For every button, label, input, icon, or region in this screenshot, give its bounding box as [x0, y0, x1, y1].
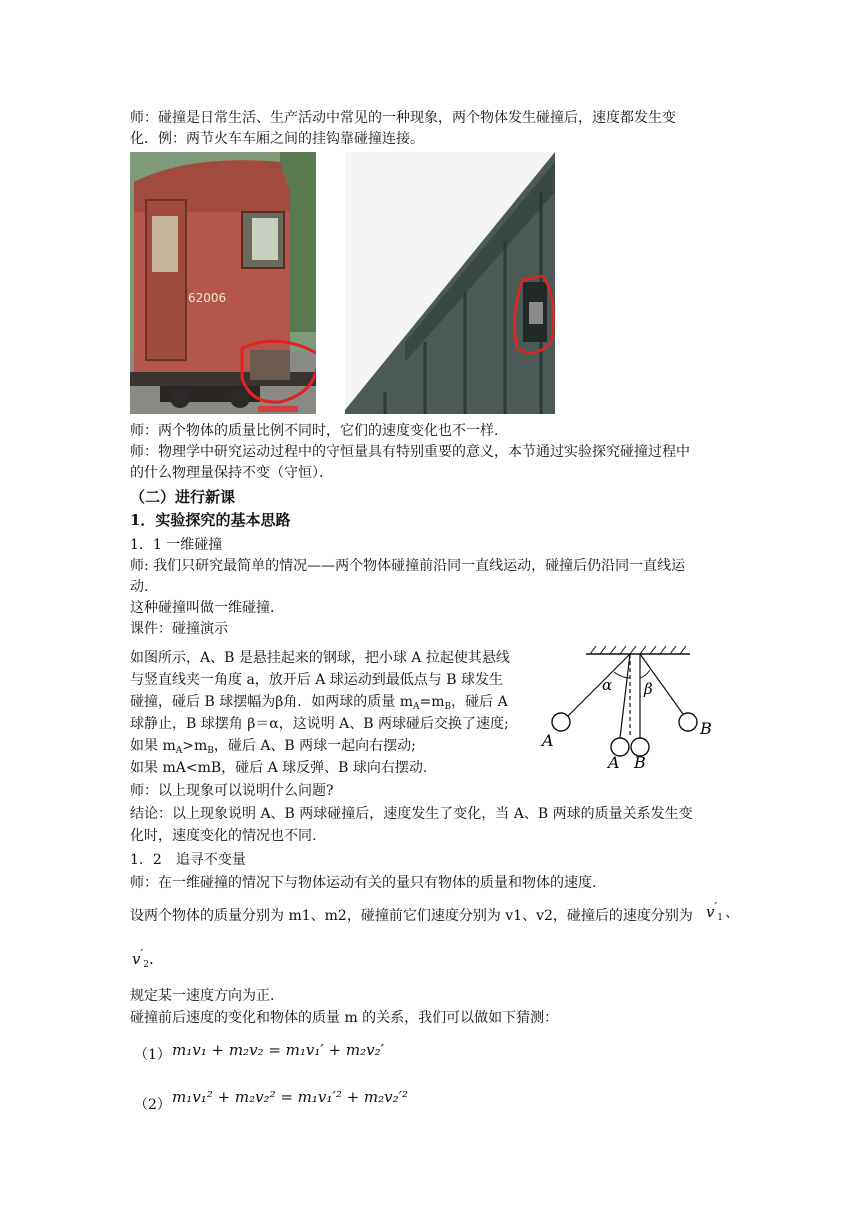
svg-text:β: β	[644, 680, 653, 698]
equation-1: m₁v₁ + m₂v₂ = m₁v₁′ + m₂v₂′	[172, 1041, 385, 1059]
ball-a-bottom-label	[606, 753, 620, 770]
equation-1-number: （1）	[134, 1047, 171, 1063]
one-dim-line-1: 师: 我们只研究最简单的情况——两个物体碰撞前沿同一直线运动，碰撞后仍沿同一直线运	[130, 558, 686, 574]
ball-a-left-label	[540, 731, 554, 750]
ball-b-bottom-label	[633, 753, 646, 770]
alpha-angle-label	[602, 676, 612, 694]
photo-freight-car-coupling	[345, 152, 555, 414]
invariant-line-4: 碰撞前后速度的变化和物体的质量 m 的关系，我们可以做如下猜测：	[130, 1010, 559, 1026]
v2-prime-symbol: $v'_2$.	[132, 947, 154, 970]
section-heading-basic-idea: 1．实验探究的基本思路	[130, 511, 291, 529]
courseware-line: 课件：碰撞演示	[130, 621, 228, 637]
invariant-line-2: 设两个物体的质量分别为 m1、m2，碰撞前它们速度分别为 v1、v2，碰撞后的速度分别为	[130, 908, 693, 924]
after-photo-line-3: 的什么物理量保持不变（守恒）．	[130, 465, 333, 481]
ball-b-right-label	[699, 719, 712, 738]
intro-line-2: 化．例：两节火车车厢之间的挂钩靠碰撞连接。	[130, 131, 424, 147]
question-line-1: 师：以上现象可以说明什么问题?	[130, 783, 334, 799]
pendulum-collision-diagram	[540, 642, 730, 770]
svg-text:B: B	[700, 719, 712, 738]
subsection-1-2-title: 1．2 追寻不变量	[130, 852, 246, 868]
one-dim-line-2: 动.	[130, 579, 149, 595]
section-heading-new-lesson: （二）进行新课	[130, 488, 236, 506]
demo-line-6: 如果 mA<mB，碰后 A 球反弹、B 球向右摆动.	[130, 760, 428, 776]
equation-2: m₁v₁² + m₂v₂² = m₁v₁′² + m₂v₂′²	[172, 1088, 409, 1106]
after-photo-line-2: 师：物理学中研究运动过程中的守恒量具有特别重要的意义，本节通过实验探究碰撞过程中	[130, 444, 690, 460]
demo-line-3: 碰撞，碰后 B 球摆幅为β角．如两球的质量 $m_A=m_B$，碰后 A	[130, 694, 508, 712]
svg-text:α: α	[602, 676, 613, 694]
one-dim-line-3: 这种碰撞叫做一维碰撞.	[130, 600, 275, 616]
photo-red-railway-car	[130, 152, 316, 414]
demo-line-2: 与竖直线夹一角度 a，放开后 A 球运动到最低点与 B 球发生	[130, 672, 503, 688]
demo-line-4: 球静止，B 球摆角 β＝α，这说明 A、B 两球碰后交换了速度;	[130, 716, 509, 732]
beta-angle-label	[643, 680, 653, 698]
svg-text:A: A	[542, 731, 554, 750]
svg-text:A: A	[608, 753, 620, 770]
after-photo-line-1: 师：两个物体的质量比例不同时，它们的速度变化也不一样．	[130, 423, 508, 439]
conclusion-line-2: 化时，速度变化的情况也不同.	[130, 828, 317, 844]
demo-line-1: 如图所示，A、B 是悬挂起来的钢球，把小球 A 拉起使其悬线	[130, 650, 510, 666]
invariant-line-1: 师：在一维碰撞的情况下与物体运动有关的量只有物体的质量和物体的速度.	[130, 875, 597, 891]
svg-text:62006: 62006	[188, 291, 227, 305]
invariant-line-3: 规定某一速度方向为正.	[130, 988, 275, 1004]
svg-text:B: B	[634, 753, 646, 770]
equation-2-number: （2）	[134, 1097, 171, 1113]
v1-prime-symbol: $v'_1$ 、	[706, 900, 739, 923]
demo-line-5: 如果 $m_A>m_B$，碰后 A、B 两球一起向右摆动;	[130, 738, 416, 756]
car-number-text	[188, 291, 226, 305]
intro-line-1: 师：碰撞是日常生活、生产活动中常见的一种现象，两个物体发生碰撞后，速度都发生变	[130, 110, 676, 126]
subsection-1-1-title: 1．1 一维碰撞	[130, 537, 223, 553]
conclusion-line-1: 结论：以上现象说明 A、B 两球碰撞后，速度发生了变化，当 A、B 两球的质量关系发生变	[130, 806, 693, 822]
